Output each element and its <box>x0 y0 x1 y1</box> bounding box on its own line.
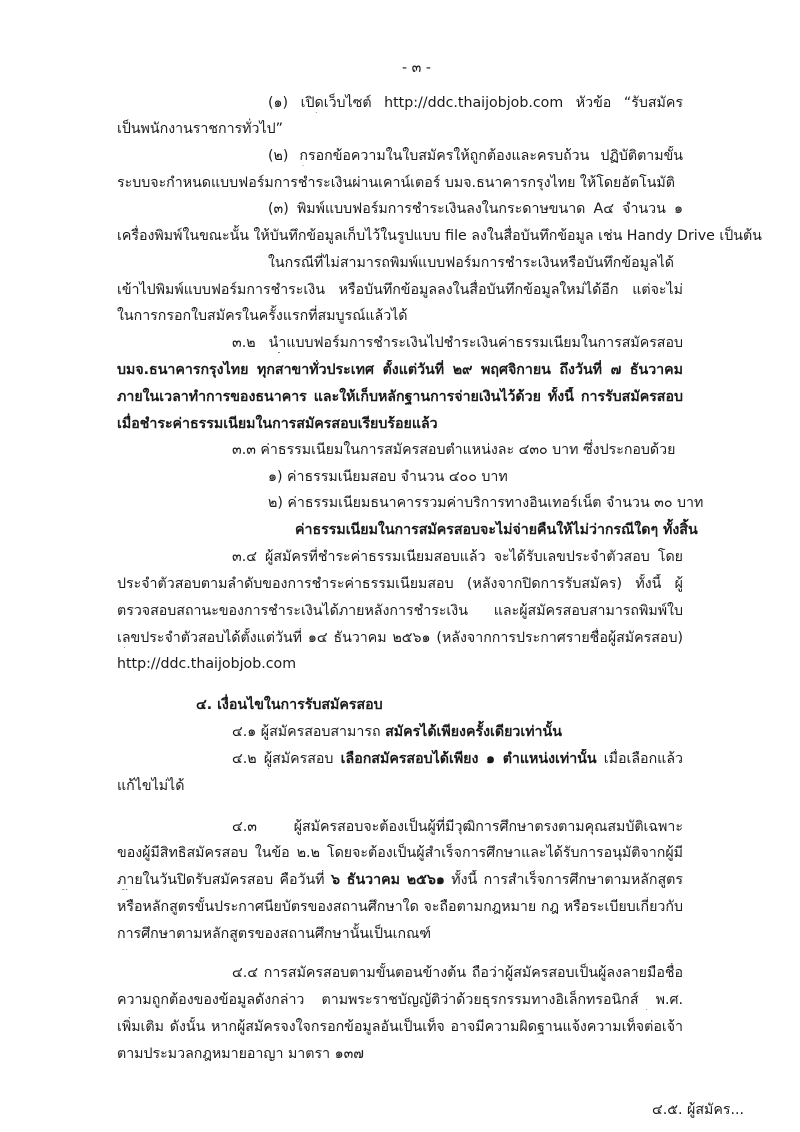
text-segment: เมื่อเลือกแล้ว <box>603 751 683 767</box>
text-segment: ของผู้มีสิทธิสมัครสอบ ในข้อ ๒.๒ โดยจะต้องเป็นผู้สำเร็จการศึกษาและได้รับการอนุมัติจากผู้มี <box>117 845 683 861</box>
bold-text-segment: ภายในเวลาทำการของธนาคาร และให้เก็บหลักฐานการจ่ายเงินไว้ด้วย ทั้งนี้ การรับสมัครสอบ <box>117 389 683 405</box>
text-line <box>268 493 703 513</box>
bold-text-segment: ๖ ธันวาคม ๒๕๖๑ <box>330 872 445 888</box>
text-segment: ในการกรอกใบสมัครในครั้งแรกที่สมบูรณ์แล้วได้ <box>117 308 408 324</box>
text-segment: ระบบจะกำหนดแบบฟอร์มการชำระเงินผ่านเคาน์เตอร์ บมจ.ธนาคารกรุงไทย ให้โดยอัตโนมัติ <box>117 175 675 191</box>
text-line <box>117 870 683 890</box>
text-segment: ๔.๓ ผู้สมัครสอบจะต้องเป็นผู้ที่มีวุฒิการศึกษาตรงตามคุณสมบัติเฉพาะ <box>232 819 683 835</box>
text-line <box>117 387 683 407</box>
text-line <box>295 520 698 540</box>
text-line <box>232 749 683 769</box>
text-segment: ตรวจสอบสถานะของการชำระเงินได้ภายหลังการชำระเงิน และผู้สมัครสอบสามารถพิมพ์ใบ <box>117 603 683 619</box>
text-segment: (๒) กรอกข้อความในใบสมัครให้ถูกต้องและครบถ้วน ปฏิบัติตามขั้น <box>268 148 683 164</box>
text-line <box>196 695 383 715</box>
text-segment: ๑) ค่าธรรมเนียมสอบ จำนวน ๔๐๐ บาท <box>268 469 508 485</box>
text-line <box>117 924 431 944</box>
bold-text-segment: เมื่อชำระค่าธรรมเนียมในการสมัครสอบเรียบร้อยแล้ว <box>117 416 438 432</box>
bold-text-segment: ๔. เงื่อนไขในการรับสมัครสอบ <box>196 697 383 713</box>
text-line <box>117 1044 364 1064</box>
text-segment: ๓.๒ นำแบบฟอร์มการชำระเงินไปชำระเงินค่าธรรมเนียมในการสมัครสอบ <box>232 335 683 351</box>
text-line <box>232 722 562 742</box>
text-segment: http://ddc.thaijobjob.com <box>117 656 297 672</box>
text-segment: การศึกษาตามหลักสูตรของสถานศึกษานั้นเป็นเกณฑ์ <box>117 926 432 942</box>
text-line <box>117 226 762 246</box>
text-segment: แก้ไขไม่ได้ <box>117 778 185 794</box>
text-line <box>232 817 683 837</box>
text-segment: ในกรณีที่ไม่สามารถพิมพ์แบบฟอร์มการชำระเงินหรือบันทึกข้อมูลได้ <box>268 255 674 271</box>
text-segment: ๒) ค่าธรรมเนียมธนาคารรวมค่าบริการทางอินเทอร์เน็ต จำนวน ๓๐ บาท <box>268 495 704 511</box>
text-line <box>232 333 683 353</box>
text-line <box>117 173 675 193</box>
bold-text-segment: สมัครได้เพียงครั้งเดียวเท่านั้น <box>385 724 562 740</box>
text-line <box>117 574 683 594</box>
text-segment: หรือหลักสูตรขั้นประกาศนียบัตรของสถานศึกษาใด จะถือตามกฎหมาย กฎ หรือระเบียบเกี่ยวกับ <box>117 899 683 915</box>
bold-text-segment: บมจ.ธนาคารกรุงไทย ทุกสาขาทั่วประเทศ ตั้งแต่วันที่ ๒๙ พฤศจิกายน ถึงวันที่ ๗ ธันวาคม <box>117 362 683 378</box>
text-segment: ภายในวันปิดรับสมัครสอบ คือวันที่ <box>117 872 331 888</box>
text-segment: ตามประมวลกฎหมายอาญา มาตรา ๑๓๗ <box>117 1046 364 1062</box>
text-segment: ประจำตัวสอบตามลำดับของการชำระค่าธรรมเนียมสอบ (หลังจากปิดการรับสมัคร) ทั้งนี้ ผู้ <box>117 576 683 592</box>
text-segment: เป็นพนักงานราชการทั่วไป” <box>117 121 283 137</box>
text-line <box>268 199 683 219</box>
text-line <box>232 963 683 983</box>
text-segment: (๑) เปิดเว็บไซต์ http://ddc.thaijobjob.com หัวข้อ “รับสมัคร <box>268 95 683 111</box>
text-line <box>117 360 683 380</box>
text-line <box>117 601 683 621</box>
text-segment: ๓.๓ ค่าธรรมเนียมในการสมัครสอบตำแหน่งละ ๔๓๐ บาท ซึ่งประกอบด้วย <box>232 442 676 458</box>
text-line <box>117 843 683 863</box>
text-line <box>268 467 508 487</box>
text-line <box>117 306 408 326</box>
text-segment: เข้าไปพิมพ์แบบฟอร์มการชำระเงิน หรือบันทึกข้อมูลลงในสื่อบันทึกข้อมูลใหม่ได้อีก แต่จะไม่ <box>117 282 683 298</box>
bold-text-segment: เลือกสมัครสอบได้เพียง ๑ ตำแหน่งเท่านั้น <box>340 751 597 767</box>
text-line <box>117 990 683 1010</box>
text-segment: ๔.๔ การสมัครสอบตามขั้นตอนข้างต้น ถือว่าผู้สมัครสอบเป็นผู้ลงลายมือชื่อ <box>232 965 683 981</box>
text-line <box>268 146 683 166</box>
text-line <box>117 119 283 139</box>
text-segment: ๔.๒ ผู้สมัครสอบ <box>232 751 341 767</box>
text-segment: ทั้งนี้ การสำเร็จการศึกษาตามหลักสูตร <box>451 872 683 888</box>
text-line <box>232 547 683 567</box>
text-line <box>268 253 683 273</box>
text-segment: ๓.๔ ผู้สมัครที่ชำระค่าธรรมเนียมสอบแล้ว จะได้รับเลขประจำตัวสอบ โดย <box>232 549 683 565</box>
text-segment: (๓) พิมพ์แบบฟอร์มการชำระเงินลงในกระดาษขนาด A๔ จำนวน ๑ <box>268 201 683 217</box>
text-segment: เครื่องพิมพ์ในขณะนั้น ให้บันทึกข้อมูลเก็บไว้ในรูปแบบ file ลงในสื่อบันทึกข้อมูล เช่น Handy Drive เป็นต้น <box>117 228 762 244</box>
text-segment: ความถูกต้องของข้อมูลดังกล่าว ตามพระราชบัญญัติว่าด้วยธุรกรรมทางอิเล็กทรอนิกส์ พ.ศ. <box>117 992 683 1008</box>
footer-continuation: ๔.๕. ผู้สมัคร... <box>652 1102 744 1118</box>
text-segment: เพิ่มเติม ดังนั้น หากผู้สมัครจงใจกรอกข้อมูลอันเป็นเท็จ อาจมีความผิดฐานแจ้งความเท็จต่อเจ้า <box>117 1019 683 1035</box>
text-segment: ๔.๑ ผู้สมัครสอบสามารถ <box>232 724 386 740</box>
text-line <box>117 1017 683 1037</box>
text-line <box>232 440 675 460</box>
text-line <box>117 280 683 300</box>
text-line <box>117 776 184 796</box>
page-number: - ๓ - <box>402 60 431 76</box>
text-segment: เลขประจำตัวสอบได้ตั้งแต่วันที่ ๑๔ ธันวาคม ๒๕๖๑ (หลังจากการประกาศรายชื่อผู้สมัครสอบ) <box>117 630 683 646</box>
text-line <box>117 628 683 648</box>
text-line <box>117 414 438 434</box>
text-line <box>268 93 683 113</box>
text-line <box>117 654 296 674</box>
bold-text-segment: ค่าธรรมเนียมในการสมัครสอบจะไม่จ่ายคืนให้ไม่ว่ากรณีใดๆ ทั้งสิ้น <box>295 522 698 538</box>
text-line <box>117 897 683 917</box>
